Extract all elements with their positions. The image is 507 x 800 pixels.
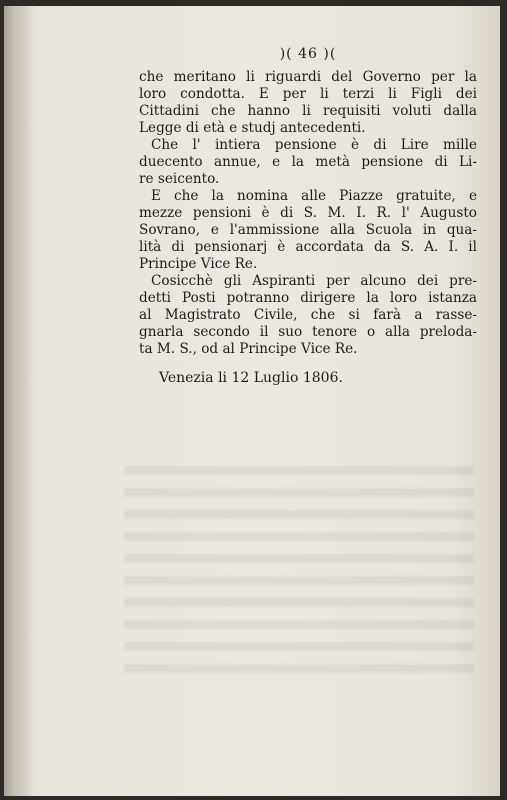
text-line: re seicento. (139, 171, 220, 187)
text-line: detti Posti potranno dirigere la loro istanza (139, 290, 477, 306)
text-line: Principe Vice Re. (139, 256, 258, 272)
text-line: loro condotta. E per li terzi li Figli dei (139, 86, 477, 102)
text-line: al Magistrato Civile, che si farà a rasse- (139, 307, 477, 323)
paragraph-4 (139, 273, 477, 358)
paragraph-1 (139, 69, 477, 137)
text-line: E che la nomina alle Piazze gratuite, e (151, 188, 477, 204)
text-line: Sovrano, e l'ammissione alla Scuola in qua- (139, 222, 477, 238)
book-page (4, 6, 500, 796)
text-line: Cosicchè gli Aspiranti per alcuno dei pre- (151, 273, 477, 289)
paragraph-3 (139, 188, 477, 273)
text-line: Legge di età e studj antecedenti. (139, 120, 366, 136)
text-line: lità di pensionarj è accordata da S. A. I. il (139, 239, 477, 255)
place-date-signature: Venezia li 12 Luglio 1806. (159, 370, 343, 386)
text-line: gnarla secondo il suo tenore o alla preloda- (139, 324, 477, 340)
text-line: Cittadini che hanno li requisiti voluti dalla (139, 103, 477, 119)
page-gutter-shadow (4, 6, 32, 796)
text-line: che meritano li riguardi del Governo per la (139, 69, 477, 85)
page-number: )( 46 )( (279, 46, 337, 62)
page-text (139, 46, 477, 387)
text-line: Che l' intiera pensione è di Lire mille (151, 137, 477, 153)
paragraph-2 (139, 137, 477, 188)
show-through-text (124, 466, 474, 676)
text-line: mezze pensioni è di S. M. I. R. l' Augusto (139, 205, 477, 221)
text-line: duecento annue, e la metà pensione di Li- (139, 154, 477, 170)
text-line: ta M. S., od al Principe Vice Re. (139, 341, 358, 357)
